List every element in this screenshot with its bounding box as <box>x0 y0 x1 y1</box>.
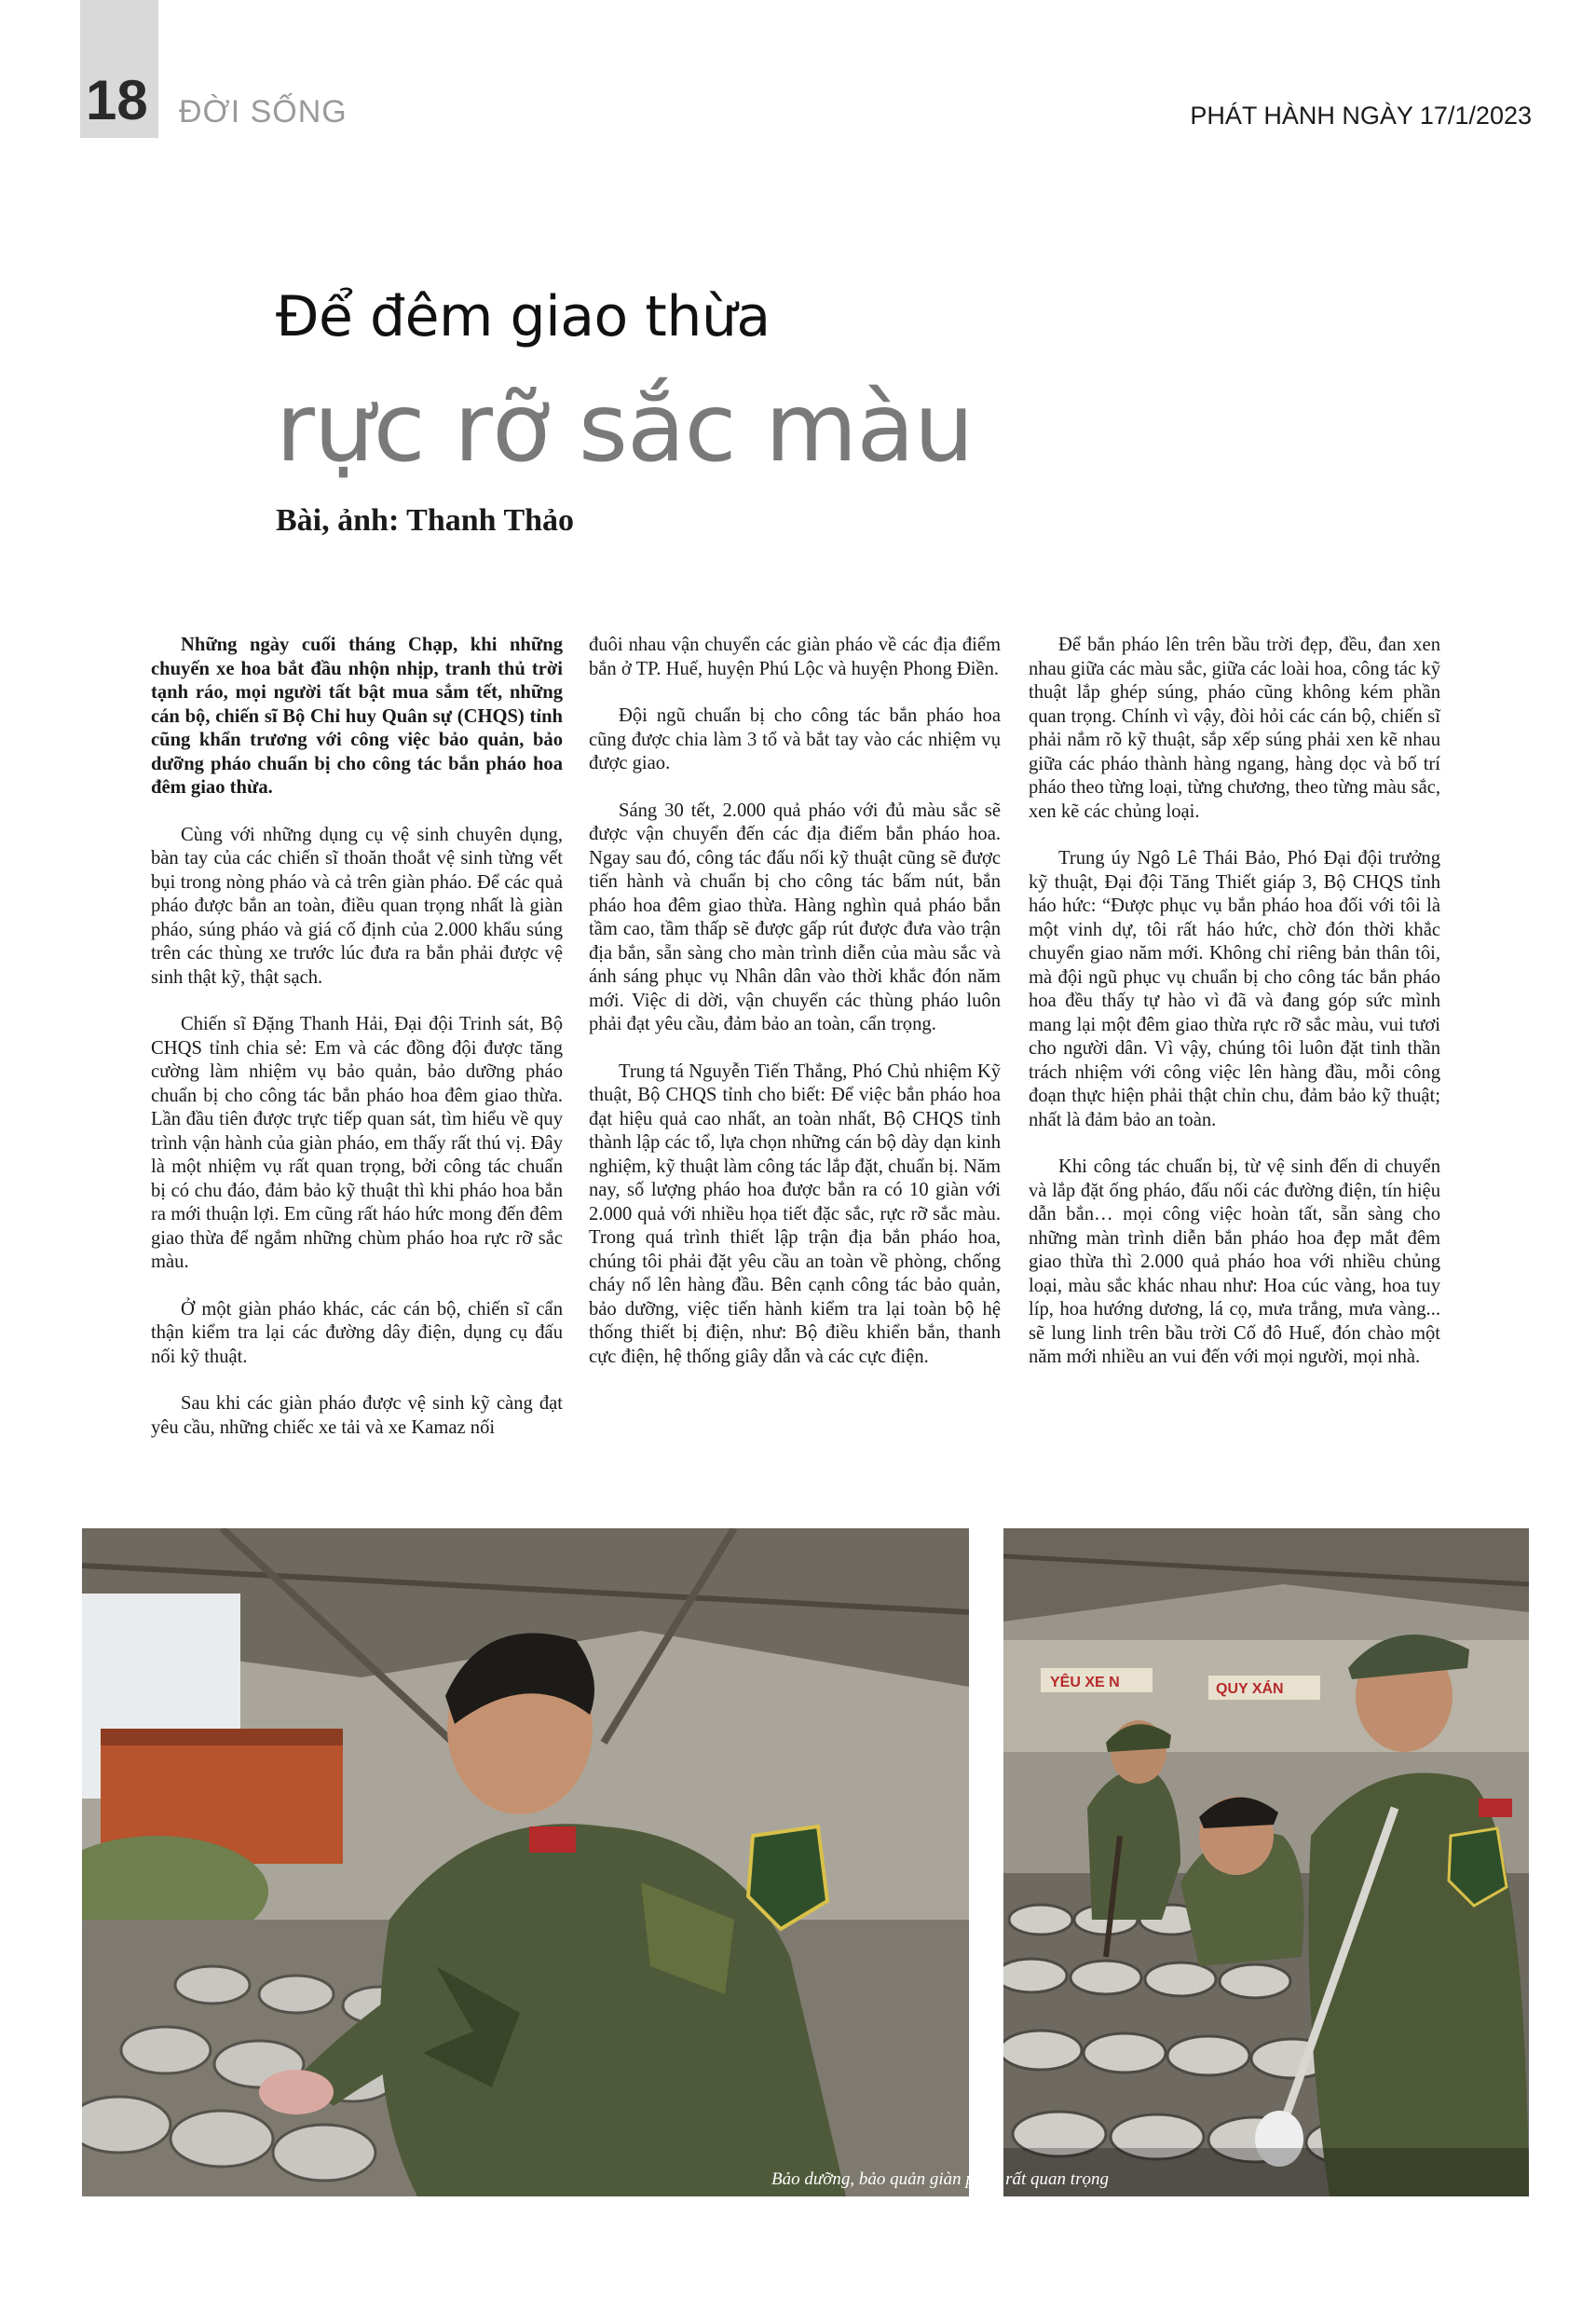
article-column-1 <box>151 634 563 1463</box>
sign-text-2: QUY XÁN <box>1216 1681 1284 1697</box>
paragraph: Đội ngũ chuẩn bị cho công tác bắn pháo hoa cũng được chia làm 3 tổ và bắt tay vào các nhiệm vụ được giao. <box>589 705 1001 773</box>
paragraph: Trung tá Nguyễn Tiến Thắng, Phó Chủ nhiệm Kỹ thuật, Bộ CHQS tỉnh cho biết: Để việc bắn pháo hoa đạt hiệu quả cao nhất, an toàn nhất, Bộ CHQS tỉnh thành lập các tổ, lựa chọn những cán bộ dày dạn kinh nghiệm, kỹ thuật làm công tác lắp đặt, chuẩn bị. Năm nay, số lượng pháo hoa được bắn ra có 10 giàn với 2.000 quả với nhiều họa tiết đặc sắc, rực rỡ sắc màu. Trong quá trình thiết lập trận địa bắn pháo hoa, chúng tôi phải đặt yêu cầu an toàn về phòng, chống cháy nổ lên hàng đầu. Bên cạnh công tác bảo quản, bảo dưỡng, việc tiến hành kiểm tra lại toàn bộ hệ thống thiết bị điện, như: Bộ điều khiển bắn, thanh cực điện, hệ thống giây dẫn và các cực điện. <box>589 1060 1001 1367</box>
paragraph: Cùng với những dụng cụ vệ sinh chuyên dụng, bàn tay của các chiến sĩ thoăn thoắt vệ sinh từng vết bụi trong nòng pháo và cả trên giàn pháo. Để các quả pháo được bắn an toàn, điều quan trọng nhất là giàn pháo, súng pháo và giá cố định của 2.000 khẩu súng trên các thùng xe trước lúc đưa ra bắn phải được vệ sinh thật kỹ, thật sạch. <box>151 824 563 988</box>
paragraph: đuôi nhau vận chuyển các giàn pháo về các địa điểm bắn ở TP. Huế, huyện Phú Lộc và huyện Phong Điền. <box>589 635 1001 679</box>
article-title-line2: rực rỡ sắc màu <box>276 373 974 484</box>
article-column-2 <box>589 634 1001 1392</box>
paragraph: Sau khi các giàn pháo được vệ sinh kỹ càng đạt yêu cầu, những chiếc xe tải và xe Kamaz nối <box>151 1393 563 1438</box>
paragraph: Ở một giàn pháo khác, các cán bộ, chiến sĩ cẩn thận kiểm tra lại các đường dây điện, dụng cụ đấu nối kỹ thuật. <box>151 1298 563 1367</box>
paragraph: Khi công tác chuẩn bị, từ vệ sinh đến di chuyển và lắp đặt ống pháo, đấu nối các đường điện, tín hiệu dẫn bắn… mọi công việc hoàn tất, sẵn sàng cho những màn trình diễn bắn pháo hoa đẹp mắt đêm giao thừa thì 2.000 quả pháo hoa với nhiều chủng loại, màu sắc khác nhau như: Hoa cúc vàng, hoa tuy líp, hoa hướng dương, lá cọ, mưa trắng, mưa vàng... sẽ lung linh trên bầu trời Cố đô Huế, đón chào một năm mới nhiều an vui đến với mọi người, mọi nhà. <box>1029 1156 1440 1367</box>
paragraph: Chiến sĩ Đặng Thanh Hải, Đại đội Trinh sát, Bộ CHQS tỉnh chia sẻ: Em và các đồng đội được tăng cường làm nhiệm vụ bảo quản, bảo dưỡng pháo chuẩn bị cho công tác bắn pháo hoa đêm giao thừa. Lần đầu tiên được trực tiếp quan sát, tìm hiểu về quy trình vận hành của giàn pháo, em thấy rất thú vị. Đây là một nhiệm vụ rất quan trọng, bởi công tác chuẩn bị có chu đáo, đảm bảo kỹ thuật thì khi pháo hoa bắn ra mới thuận lợi. Em cũng rất háo hức mong đến đêm giao thừa để ngắm những chùm pháo hoa rực rỡ sắc màu. <box>151 1014 563 1272</box>
article-byline: Bài, ảnh: Thanh Thảo <box>276 503 575 538</box>
photo-caption: Bảo dưỡng, bảo quản giàn pháo rất quan trọng <box>771 2169 1109 2189</box>
sign-text-1: YÊU XE N <box>1050 1675 1120 1690</box>
paragraph: Để bắn pháo lên trên bầu trời đẹp, đều, đan xen nhau giữa các màu sắc, giữa các loài hoa, công tác kỹ thuật lắp ghép súng, pháo cũng không kém phần quan trọng. Chính vì vậy, đòi hỏi các cán bộ, chiến sĩ phải nắm rõ kỹ thuật, sắp xếp súng phải xen kẽ nhau giữa các pháo thành hàng ngang, hàng dọc và bố trí pháo theo từng loại, từng chương, theo từng màu sắc, xen kẽ các chủng loại. <box>1029 635 1440 822</box>
photo-soldier-cleaning-tubes <box>82 1528 969 2196</box>
photo-soldiers-with-brushes <box>1003 1528 1529 2196</box>
article-title-line1: Để đêm giao thừa <box>276 284 771 349</box>
article-column-3 <box>1029 634 1440 1393</box>
page-number: 18 <box>86 69 148 131</box>
paragraph: Trung úy Ngô Lê Thái Bảo, Phó Đại đội trưởng kỹ thuật, Đại đội Tăng Thiết giáp 3, Bộ CHQS tỉnh háo hức: “Được phục vụ bắn pháo hoa đối với tôi là một vinh dự, tôi rất háo hức, chờ đón thời khắc chuyển giao năm mới. Không chỉ riêng bản thân tôi, mà đội ngũ phục vụ chuẩn bị cho công tác bắn pháo hoa đều thấy tự hào vì đã và đang góp sức mình mang lại một đêm giao thừa rực rỡ sắc màu, vui tươi cho người dân. Vì vậy, chúng tôi luôn đặt tinh thần trách nhiệm với công việc lên hàng đầu, mỗi công đoạn thực hiện phải thật chỉn chu, đảm bảo kỹ thuật; nhất là đảm bảo an toàn. <box>1029 848 1440 1130</box>
section-label: ĐỜI SỐNG <box>179 94 348 130</box>
lead-paragraph: Những ngày cuối tháng Chạp, khi những chuyến xe hoa bắt đầu nhộn nhịp, tranh thủ trời tạnh ráo, mọi người tất bật mua sắm tết, những cán bộ, chiến sĩ Bộ Chỉ huy Quân sự (CHQS) tỉnh cũng khẩn trương với công việc bảo quản, bảo dưỡng pháo chuẩn bị cho công tác bắn pháo hoa đêm giao thừa. <box>151 635 563 798</box>
issue-date: PHÁT HÀNH NGÀY 17/1/2023 <box>1190 102 1532 130</box>
paragraph: Sáng 30 tết, 2.000 quả pháo với đủ màu sắc sẽ được vận chuyển đến các địa điểm bắn pháo hoa. Ngay sau đó, công tác đấu nối kỹ thuật cũng sẽ được tiến hành và chuẩn bị cho công tác bấm nút, bắn pháo hoa đêm giao thừa. Hàng nghìn quả pháo bắn tầm cao, tầm thấp sẽ được gấp rút được đưa vào trận địa bắn, sẵn sàng cho màn trình diễn của màu sắc và ánh sáng phục vụ Nhân dân vào thời khắc đón năm mới. Việc di dời, vận chuyển các thùng pháo luôn phải đạt yêu cầu, đảm bảo an toàn, cẩn trọng. <box>589 800 1001 1034</box>
